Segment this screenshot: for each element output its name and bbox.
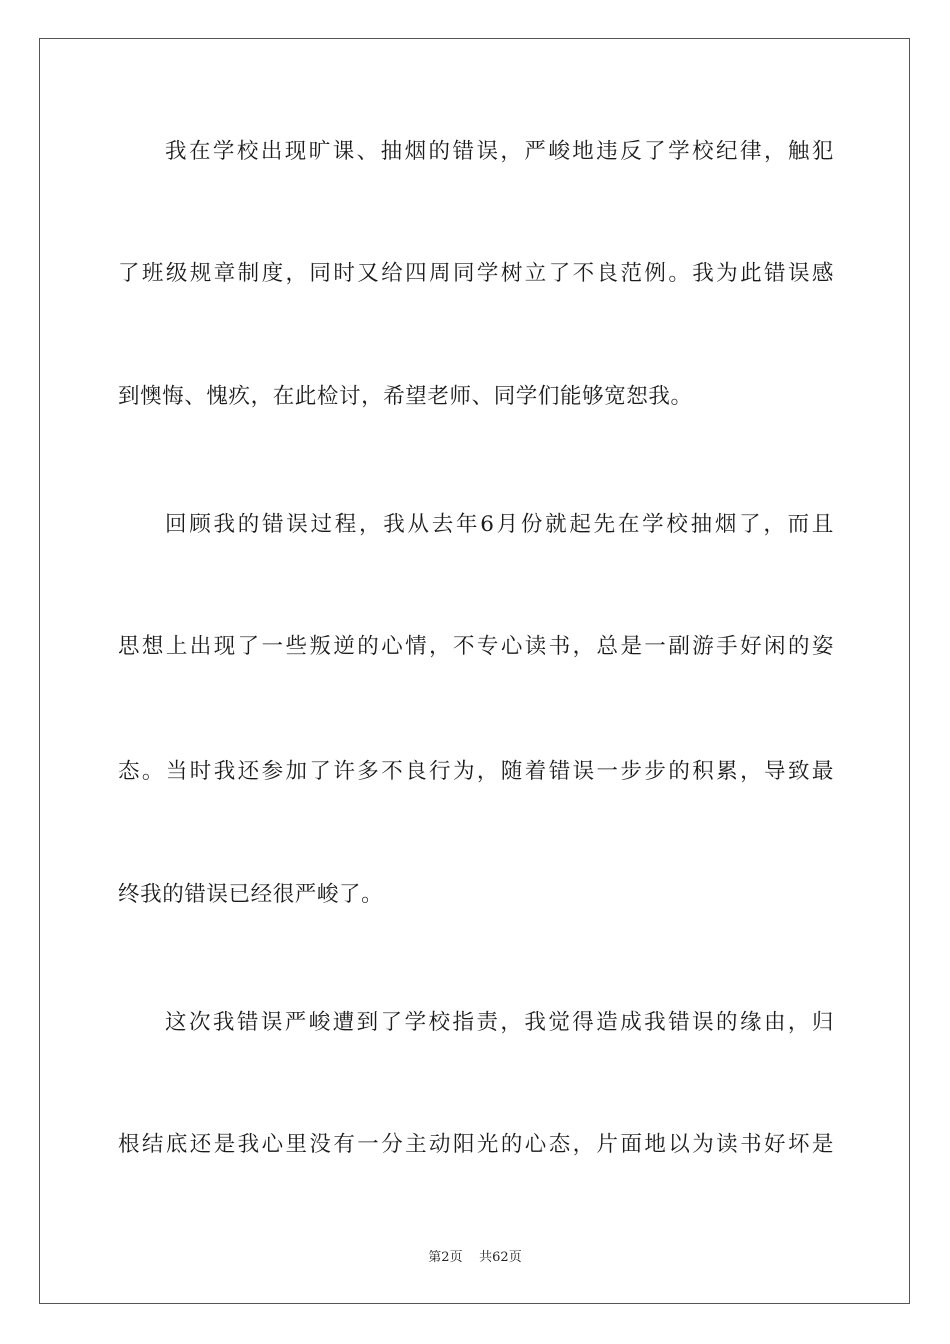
page-number: 2 bbox=[441, 1250, 450, 1265]
paragraph-2-line-2: 思想上出现了一些叛逆的心情，不专心读书，总是一副游手好闲的姿 bbox=[118, 634, 834, 659]
paragraph-1-line-2: 了班级规章制度，同时又给四周同学树立了不良范例。我为此错误感 bbox=[118, 261, 834, 286]
paragraph-1-line-1: 我在学校出现旷课、抽烟的错误，严峻地违反了学校纪律，触犯 bbox=[165, 139, 834, 164]
total-unit: 页 bbox=[508, 1250, 522, 1265]
paragraph-2-line-3: 态。当时我还参加了许多不良行为，随着错误一步步的积累，导致最 bbox=[118, 759, 834, 784]
page-footer bbox=[0, 1246, 950, 1265]
page-frame bbox=[39, 38, 910, 1304]
paragraph-3-line-2: 根结底还是我心里没有一分主动阳光的心态，片面地以为读书好坏是 bbox=[118, 1132, 834, 1157]
page-label: 第 bbox=[428, 1250, 442, 1265]
paragraph-3-line-1: 这次我错误严峻遭到了学校指责，我觉得造成我错误的缘由，归 bbox=[165, 1010, 834, 1035]
total-label: 共 bbox=[479, 1250, 493, 1265]
total-pages: 62 bbox=[492, 1250, 509, 1265]
page-unit: 页 bbox=[449, 1250, 463, 1265]
paragraph-2-line-4: 终我的错误已经很严峻了。 bbox=[118, 882, 384, 907]
paragraph-2-line-1: 回顾我的错误过程，我从去年6月份就起先在学校抽烟了，而且 bbox=[165, 512, 834, 537]
paragraph-1-line-3: 到懊悔、愧疚，在此检讨，希望老师、同学们能够宽恕我。 bbox=[118, 384, 693, 409]
